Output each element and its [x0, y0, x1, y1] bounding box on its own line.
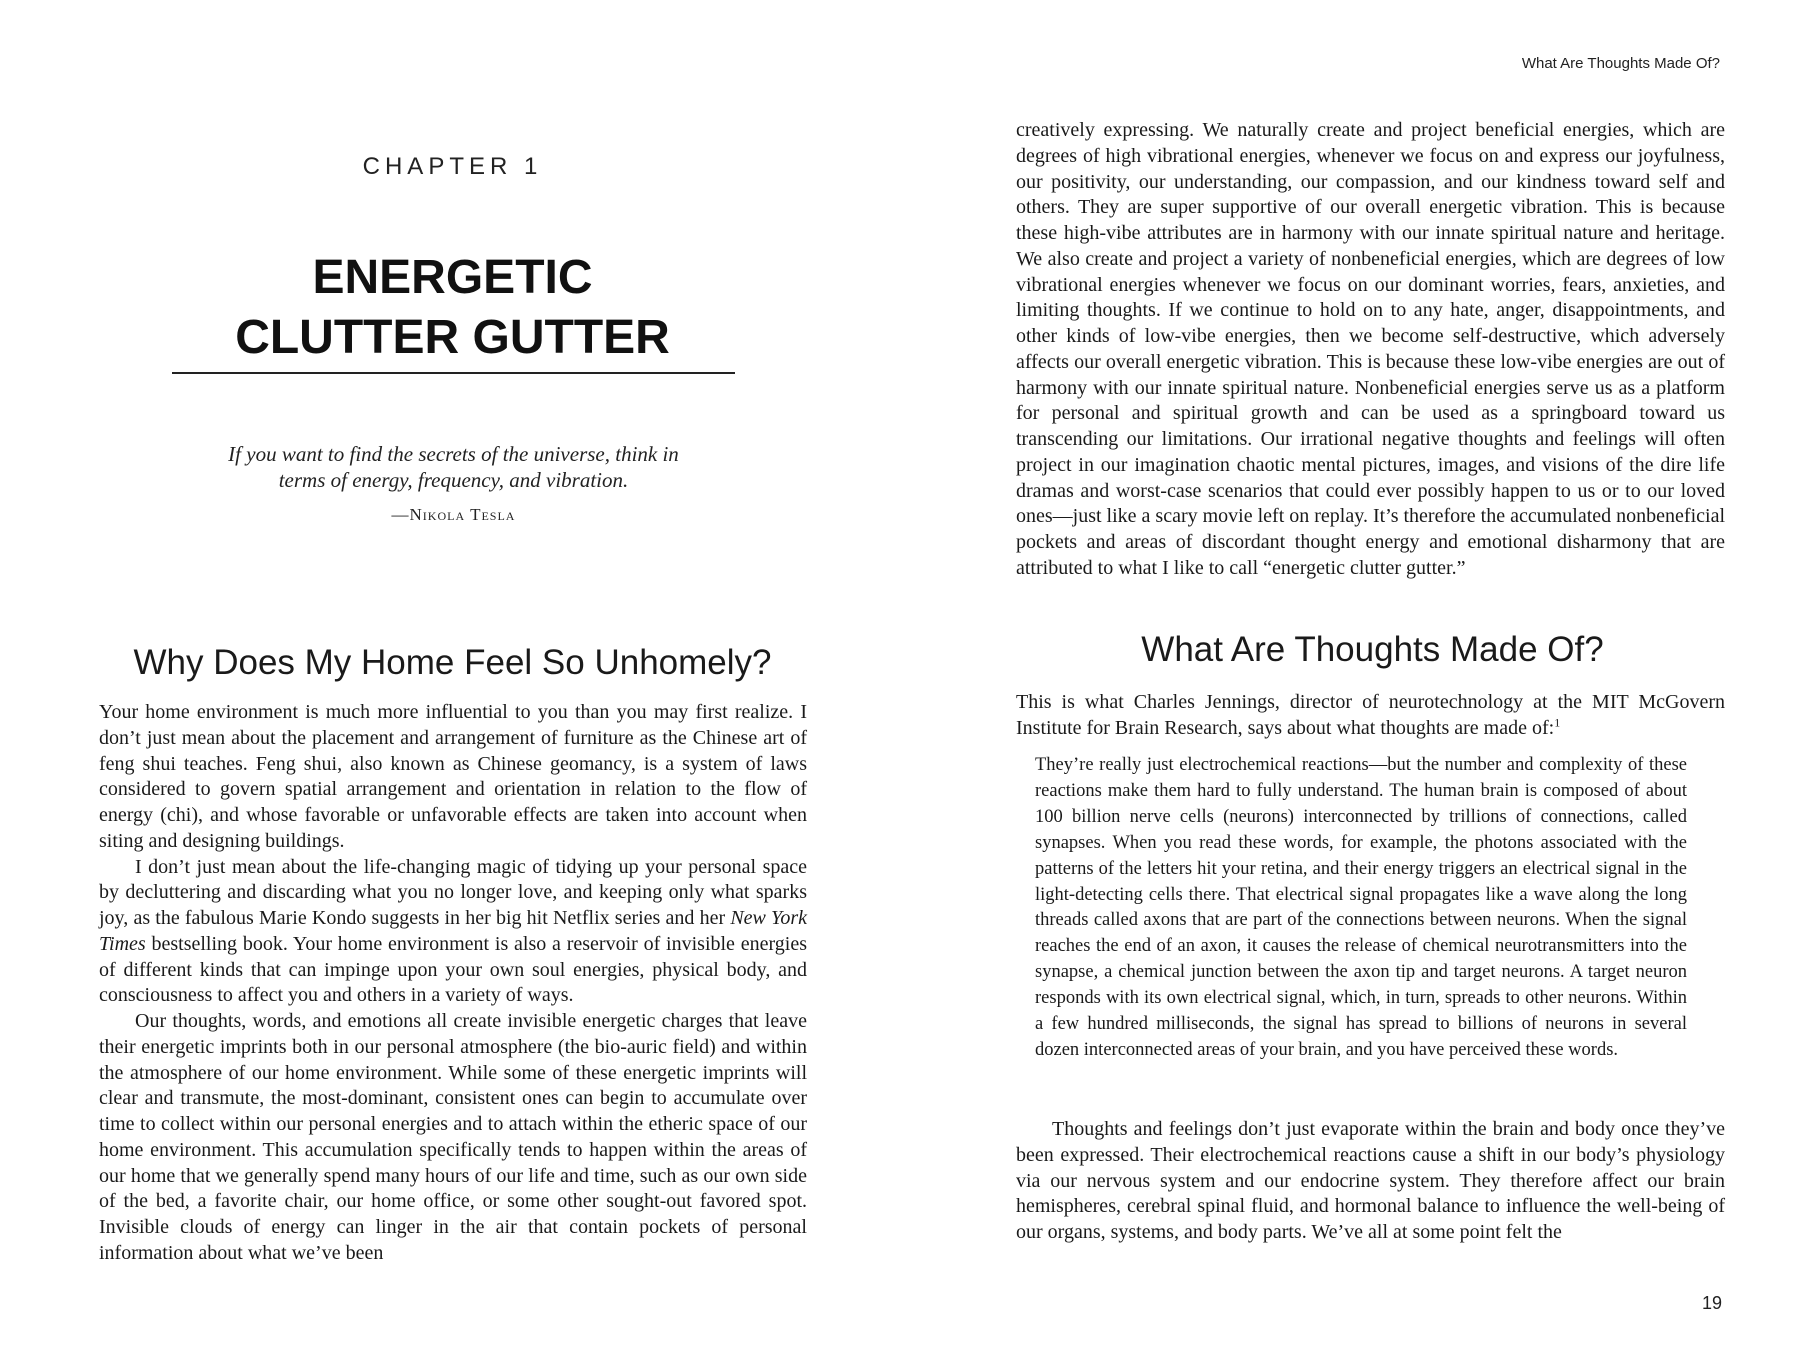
right-continued-paragraph — [1016, 118, 1725, 582]
running-head: What Are Thoughts Made Of? — [1521, 55, 1720, 72]
title-divider — [172, 372, 735, 374]
epigraph — [172, 441, 735, 493]
paragraph: Our thoughts, words, and emotions all create invisible energetic charges that leave their energetic imprints both in our personal atmosphere (the bio-auric field) and within the atmosphere of our home environment. While some of these energetic imprints will clear and transmute, the most-dominant, consistent ones can begin to accumulate over time to collect within our personal energies and to attach within the etheric space of our home environment. This accumulation specifically tends to happen within the areas of our home that we generally spend many hours of our life and time, such as our own side of the bed, a favorite chair, our home office, or some other sought-out favored spot. Invisible clouds of energy can linger in the air that contain pockets of personal information about what we’ve been — [99, 1010, 807, 1264]
paragraph: Your home environment is much more influential to you than you may first realize. I don’t just mean about the placement and arrangement of furniture as the Chinese art of feng shui teaches. Feng shui, also known as Chinese geomancy, is a system of laws considered to govern spatial arrangement and orientation in relation to the flow of energy (chi), and whose favorable or unfavorable effects are taken into account when siting and designing buildings. — [99, 701, 807, 852]
right-final-paragraph — [1016, 1117, 1725, 1246]
footnote-marker: 1 — [1554, 715, 1561, 730]
epigraph-attribution: —Nikola Tesla — [391, 505, 516, 524]
paragraph: Thoughts and feelings don’t just evaporate within the brain and body once they’ve been expressed. Their electrochemical reactions cause a shift in our body’s physiology via our nervous system and our endocrine system. They therefore affect our brain hemispheres, cerebral spinal fluid, and hormonal balance to influence the well-being of our organs, systems, and body parts. We’ve all at some point felt the — [1016, 1118, 1725, 1243]
chapter-label: CHAPTER 1 — [362, 153, 543, 180]
quote-text: They’re really just electrochemical reactions—but the number and complexity of these reactions make them hard to fully understand. The human brain is composed of about 100 billion nerve cells (neurons) interconnected by trillions of connections, called synapses. When you read these words, for example, the photons associated with the patterns of the letters hit your retina, and their energy triggers an electrical signal in the light-detecting cells there. That electrical signal propagates like a wave along the long threads called axons that are part of the connections between neurons. When the signal reaches the end of an axon, it causes the release of chemical neurotransmitters into the synapse, a chemical junction between the axon tip and target neurons. A target neuron responds with its own electrical signal, which, in turn, spreads to other neurons. Within a few hundred milliseconds, the signal has spread to billions of neurons in several dozen interconnected areas of your brain, and you have perceived these words. — [1035, 755, 1687, 1060]
paragraph: creatively expressing. We naturally create and project beneficial energies, which are degrees of high vibrational energies, whenever we focus on and express our joyfulness, our positivity, our understanding, our compassion, and our kindness toward self and others. They are super supportive of our overall energetic vibration. This is because these high-vibe attributes are in harmony with our innate spiritual nature and heritage. We also create and project a variety of nonbeneficial energies, which are degrees of low vibrational energies whenever we focus on our dominant worries, fears, anxieties, and limiting thoughts. If we continue to hold on to any hate, anger, disappointments, and other kinds of low-vibe energies, then we become self-destructive, which adversely affects our overall energetic vibration. This is because these low-vibe energies are out of harmony with our innate spiritual nature. Nonbeneficial energies serve us as a platform for personal and spiritual growth and can be used as a springboard toward us transcending our limitations. Our irrational negative thoughts and feelings will often project in our imagination chaotic mental pictures, images, and visions of the dire life dramas and worst-case scenarios that could ever possibly happen to us or to our loved ones—just like a scary movie left on replay. It’s therefore the accumulated nonbeneficial pockets and areas of discordant thought energy and emotional disharmony that are attributed to what I like to call “energetic clutter gutter.” — [1016, 119, 1725, 579]
section-heading-home: Why Does My Home Feel So Unhomely? — [133, 643, 772, 682]
epigraph-line-1: If you want to find the secrets of the universe, think in — [228, 442, 679, 466]
paragraph: This is what Charles Jennings, director of neurotechnology at the MIT McGovern Institute for Brain Research, says about what thoughts are made of:$^1$ — [1016, 691, 1725, 739]
quote-intro — [1016, 690, 1725, 742]
section-heading-thoughts: What Are Thoughts Made Of? — [1141, 630, 1604, 669]
paragraph: I don’t just mean about the life-changing magic of tidying up your personal space by decluttering and discarding what you no longer love, and keeping only what sparks joy, as the fabulous Marie Kondo suggests in her big hit Netflix series and her New York Times bestselling book. Your home environment is also a reservoir of invisible energies of different kinds that can impinge upon your own soul energies, physical body, and consciousness to affect you and others in a variety of ways. — [99, 855, 807, 1007]
chapter-title-line-2: CLUTTER GUTTER — [235, 311, 670, 364]
epigraph-line-2: terms of energy, frequency, and vibration. — [278, 468, 629, 492]
page-number: 19 — [1701, 1293, 1722, 1313]
book-title: New York Times — [99, 907, 807, 955]
chapter-title — [0, 248, 905, 368]
block-quote — [1035, 753, 1687, 1064]
chapter-title-line-1: ENERGETIC — [312, 251, 593, 304]
left-body-text — [99, 700, 807, 1267]
